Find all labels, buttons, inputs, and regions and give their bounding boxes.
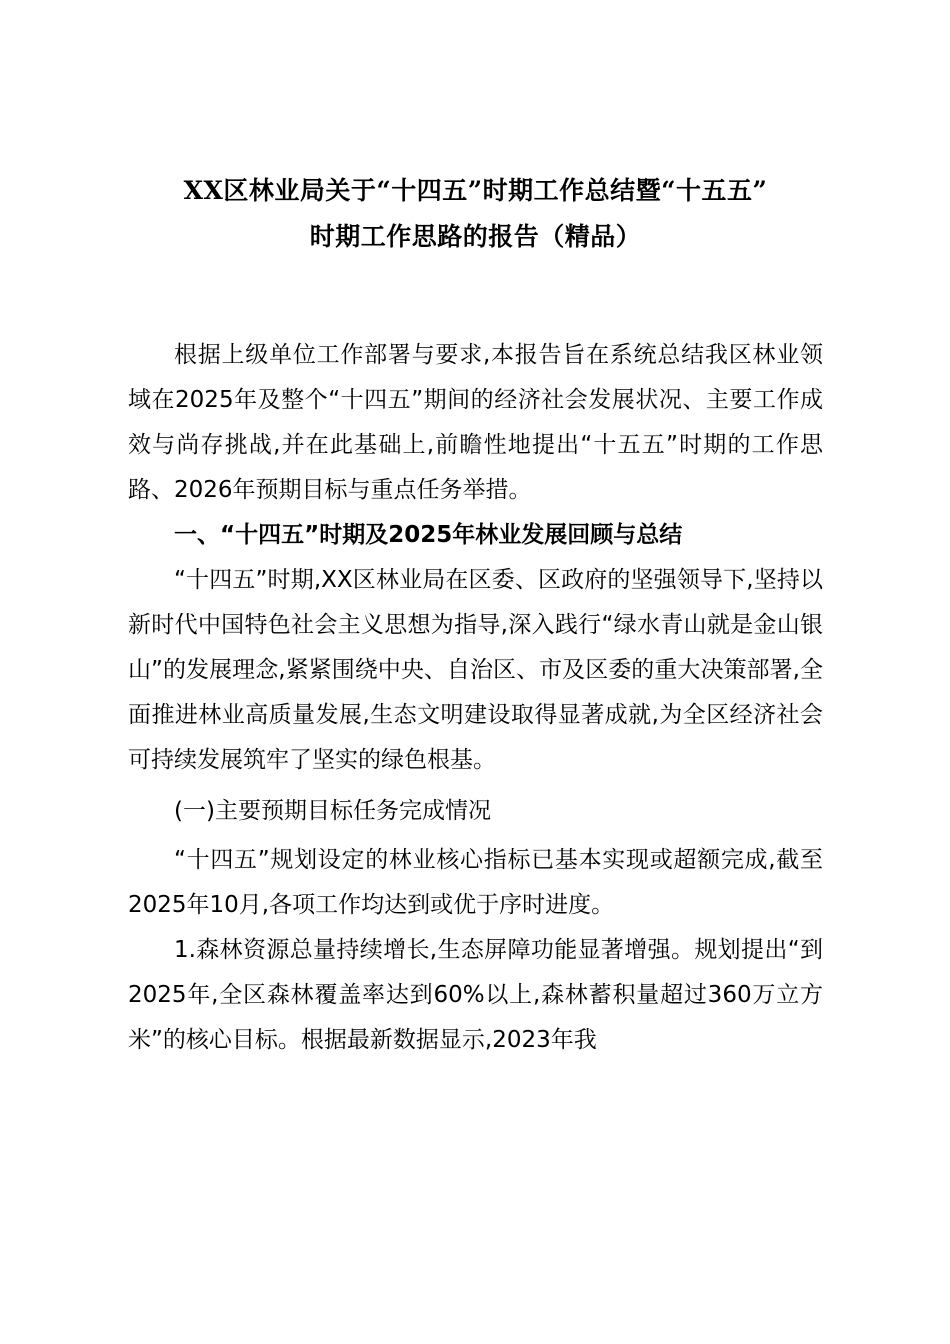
intro-paragraph: 根据上级单位工作部署与要求,本报告旨在系统总结我区林业领域在2025年及整个“十四五”期间的经济社会发展状况、主要工作成效与尚存挑战,并在此基础上,前瞻性地提出“十五五”时期的工作思路、2026年预期目标与重点任务举措。	[128, 342, 823, 503]
item-1-paragraph: 1.森林资源总量持续增长,生态屏障功能显著增强。规划提出“到2025年,全区森林覆盖率达到60%以上,森林蓄积量超过360万立方米”的核心目标。根据最新数据显示,2023年我	[128, 937, 823, 1053]
document-title	[128, 168, 823, 260]
subsection-1-heading: (一)主要预期目标任务完成情况	[174, 798, 491, 824]
section-1-heading: 一、“十四五”时期及2025年林业发展回顾与总结	[174, 522, 683, 548]
section-1-paragraph: “十四五”时期,XX区林业局在区委、区政府的坚强领导下,坚持以新时代中国特色社会主义思想为指导,深入践行“绿水青山就是金山银山”的发展理念,紧紧围绕中央、自治区、市及区委的重大决策部署,全面推进林业高质量发展,生态文明建设取得显著成就,为全区经济社会可持续发展筑牢了坚实的绿色根基。	[128, 567, 823, 773]
title-line-1: XX区林业局关于“十四五”时期工作总结暨“十五五”	[183, 176, 768, 205]
document-page	[128, 168, 823, 1063]
subsection-1-paragraph: “十四五”规划设定的林业核心指标已基本实现或超额完成,截至2025年10月,各项工作均达到或优于序时进度。	[128, 847, 823, 918]
document-body	[128, 333, 823, 1063]
title-line-2: 时期工作思路的报告（精品）	[309, 222, 642, 251]
